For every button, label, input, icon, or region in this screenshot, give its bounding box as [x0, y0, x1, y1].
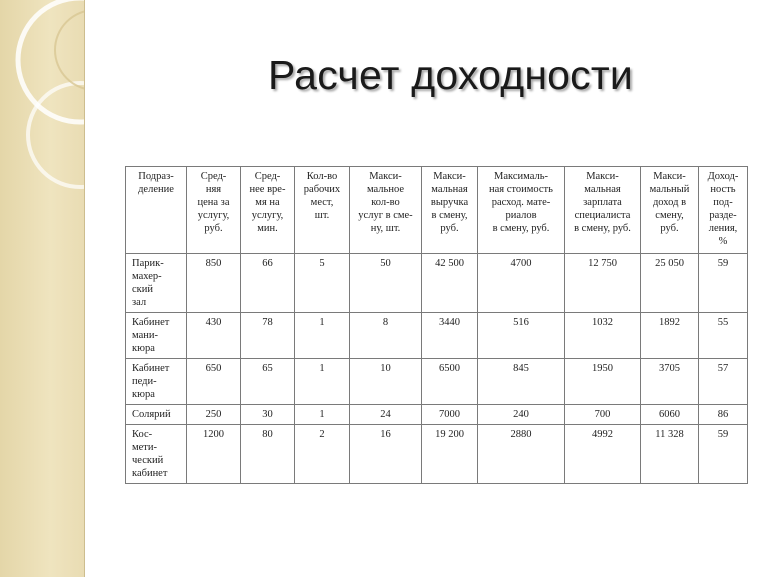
table-cell: 7000 [422, 405, 478, 425]
header-line: Доход- [707, 171, 739, 182]
table-cell: 5 [295, 254, 350, 313]
table-cell: 1950 [565, 359, 641, 405]
table-header [126, 167, 748, 254]
row-label-line: кюра [132, 389, 155, 400]
row-label [126, 405, 187, 425]
table-cell: 1 [295, 359, 350, 405]
table-body [126, 254, 748, 484]
header-line: Макси- [586, 171, 619, 182]
table-cell: 2 [295, 425, 350, 484]
table-cell: 66 [241, 254, 295, 313]
column-header [565, 167, 641, 254]
header-line: шт. [314, 210, 330, 221]
table-cell: 16 [350, 425, 422, 484]
header-line: мальный [649, 184, 690, 195]
table-cell: 8 [350, 313, 422, 359]
header-line: няя [205, 184, 222, 195]
table-cell: 1200 [187, 425, 241, 484]
table-cell: 86 [699, 405, 748, 425]
row-label-line: Кабинет [132, 363, 170, 374]
header-line: под- [713, 197, 733, 208]
table-cell: 240 [478, 405, 565, 425]
row-label [126, 359, 187, 405]
header-line: выручка [430, 197, 469, 208]
table-cell: 1892 [641, 313, 699, 359]
table-cell: 19 200 [422, 425, 478, 484]
table-cell: 59 [699, 425, 748, 484]
table-cell: 57 [699, 359, 748, 405]
header-line: рабочих [303, 184, 341, 195]
column-header [422, 167, 478, 254]
header-line: мест, [310, 197, 334, 208]
header-line: смену, [655, 210, 684, 221]
decorative-circles [0, 0, 84, 577]
table-cell: 850 [187, 254, 241, 313]
header-line: Макси- [369, 171, 402, 182]
table-cell: 516 [478, 313, 565, 359]
row-label-line: зал [132, 297, 147, 308]
row-label [126, 313, 187, 359]
row-label-line: Кабинет [132, 317, 170, 328]
header-line: Макси- [433, 171, 466, 182]
table-cell: 250 [187, 405, 241, 425]
header-line: расход. мате- [491, 197, 551, 208]
header-line: услуг в сме- [358, 210, 413, 221]
row-label [126, 254, 187, 313]
header-line: Кол-во [306, 171, 338, 182]
table-cell: 4700 [478, 254, 565, 313]
column-header [478, 167, 565, 254]
header-line: Сред- [200, 171, 227, 182]
header-line: руб. [660, 223, 679, 234]
header-line: деление [138, 184, 174, 195]
header-line: зарплата [583, 197, 622, 208]
header-line: ная стоимость [489, 184, 553, 195]
header-row [126, 167, 748, 254]
row-label-line: мани- [132, 330, 158, 341]
header-line: в смену, руб. [492, 223, 550, 234]
table-cell: 11 328 [641, 425, 699, 484]
decorative-side-band [0, 0, 85, 577]
column-header [641, 167, 699, 254]
table-cell: 25 050 [641, 254, 699, 313]
table-cell: 24 [350, 405, 422, 425]
table-row [126, 405, 748, 425]
table-row [126, 425, 748, 484]
table-cell: 6060 [641, 405, 699, 425]
table-cell: 30 [241, 405, 295, 425]
header-line: услугу, [197, 210, 230, 221]
header-line: нее вре- [249, 184, 286, 195]
table-cell: 650 [187, 359, 241, 405]
header-line: услугу, [251, 210, 284, 221]
table-cell: 10 [350, 359, 422, 405]
header-line: мальная [431, 184, 468, 195]
table-row [126, 313, 748, 359]
table-row [126, 254, 748, 313]
row-label-line: махер- [132, 271, 162, 282]
table-row [126, 359, 748, 405]
header-line: Подраз- [138, 171, 174, 182]
header-line: специалиста [574, 210, 631, 221]
column-header [699, 167, 748, 254]
header-line: % [718, 236, 728, 247]
header-line: Максималь- [494, 171, 548, 182]
table-cell: 6500 [422, 359, 478, 405]
table-cell: 700 [565, 405, 641, 425]
table-cell: 50 [350, 254, 422, 313]
header-line: мальное [366, 184, 404, 195]
header-line: в смену, руб. [574, 223, 631, 234]
header-line: мя на [255, 197, 280, 208]
column-header [350, 167, 422, 254]
page-title: Расчет доходности [268, 52, 633, 98]
header-line: ну, шт. [370, 223, 401, 234]
header-line: мин. [257, 223, 278, 234]
table-cell: 80 [241, 425, 295, 484]
table-cell: 78 [241, 313, 295, 359]
column-header [295, 167, 350, 254]
table-cell: 1 [295, 405, 350, 425]
column-header [241, 167, 295, 254]
table-cell: 3705 [641, 359, 699, 405]
row-label-line: Солярий [132, 409, 171, 420]
row-label-line: педи- [132, 376, 157, 387]
header-line: ность [710, 184, 736, 195]
table-cell: 12 750 [565, 254, 641, 313]
table-cell: 2880 [478, 425, 565, 484]
row-label [126, 425, 187, 484]
table-cell: 1 [295, 313, 350, 359]
row-label-line: Парик- [132, 258, 164, 269]
header-line: ления, [708, 223, 738, 234]
table-cell: 845 [478, 359, 565, 405]
header-line: в смену, [431, 210, 468, 221]
row-label-line: ский [132, 284, 153, 295]
column-header [126, 167, 187, 254]
table-cell: 3440 [422, 313, 478, 359]
table-cell: 1032 [565, 313, 641, 359]
header-line: Сред- [254, 171, 281, 182]
header-line: кол-во [371, 197, 400, 208]
table-cell: 55 [699, 313, 748, 359]
header-line: руб. [440, 223, 459, 234]
header-line: цена за [197, 197, 230, 208]
row-label-line: кюра [132, 343, 155, 354]
table-cell: 42 500 [422, 254, 478, 313]
header-line: доход в [652, 197, 687, 208]
header-line: руб. [204, 223, 223, 234]
column-header [187, 167, 241, 254]
header-line: разде- [709, 210, 737, 221]
table-cell: 59 [699, 254, 748, 313]
profitability-table [125, 166, 748, 484]
row-label-line: мети- [132, 442, 158, 453]
table-cell: 4992 [565, 425, 641, 484]
header-line: мальная [584, 184, 621, 195]
header-line: риалов [505, 210, 537, 221]
table-cell: 430 [187, 313, 241, 359]
row-label-line: Кос- [132, 429, 153, 440]
row-label-line: ческий [132, 455, 164, 466]
header-line: Макси- [653, 171, 686, 182]
table-cell: 65 [241, 359, 295, 405]
row-label-line: кабинет [132, 468, 168, 479]
